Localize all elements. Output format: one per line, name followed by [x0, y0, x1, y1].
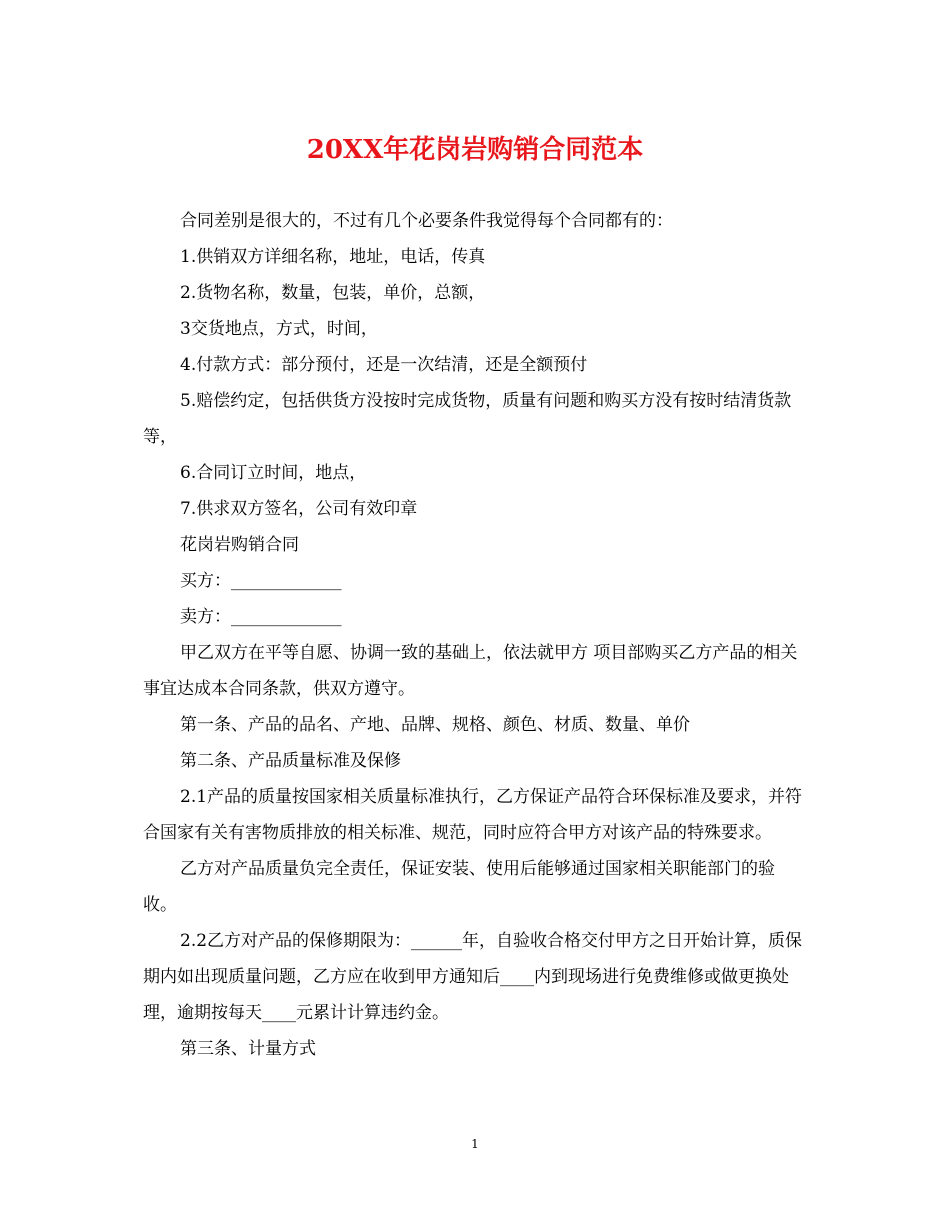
- document-body: [143, 203, 803, 1067]
- list-item: 1.供销双方详细名称，地址，电话，传真: [180, 247, 486, 267]
- list-item: 4.付款方式：部分预付，还是一次结清，还是全额预付: [180, 355, 588, 375]
- contract-paragraph: 2.2乙方对产品的保修期限为：______年，自验收合格交付甲方之日开始计算，质保期内如出现质量问题，乙方应在收到甲方通知后____内到现场进行免费维修或做更换处理，逾期按每天____元累计计算违约金。: [143, 931, 803, 1023]
- list-item: 6.合同订立时间，地点，: [180, 463, 367, 483]
- intro-paragraph: 合同差别是很大的，不过有几个必要条件我觉得每个合同都有的：: [180, 211, 673, 231]
- seller-line: 卖方：_____________: [180, 607, 342, 627]
- article-heading: 第一条、产品的品名、产地、品牌、规格、颜色、材质、数量、单价: [180, 715, 690, 735]
- list-item: 5.赔偿约定，包括供货方没按时完成货物，质量有问题和购买方没有按时结清货款等，: [143, 391, 792, 447]
- list-item: 2.货物名称，数量，包装，单价，总额，: [180, 283, 486, 303]
- buyer-line: 买方：_____________: [180, 571, 342, 591]
- contract-paragraph: 甲乙双方在平等自愿、协调一致的基础上，依法就甲方 项目部购买乙方产品的相关事宜达成本合同条款，供双方遵守。: [143, 643, 798, 699]
- contract-heading: 花岗岩购销合同: [180, 535, 299, 555]
- page-number: 1: [471, 1137, 479, 1151]
- article-heading: 第二条、产品质量标准及保修: [180, 751, 401, 771]
- contract-paragraph: 乙方对产品质量负完全责任，保证安装、使用后能够通过国家相关职能部门的验收。: [143, 859, 775, 915]
- list-item: 7.供求双方签名，公司有效印章: [180, 499, 418, 519]
- document-title: 20XX年花岗岩购销合同范本: [306, 135, 644, 165]
- article-heading: 第三条、计量方式: [180, 1039, 316, 1059]
- contract-paragraph: 2.1产品的质量按国家相关质量标准执行，乙方保证产品符合环保标准及要求，并符合国家有关有害物质排放的相关标准、规范，同时应符合甲方对该产品的特殊要求。: [143, 787, 803, 843]
- list-item: 3交货地点，方式，时间，: [180, 319, 378, 339]
